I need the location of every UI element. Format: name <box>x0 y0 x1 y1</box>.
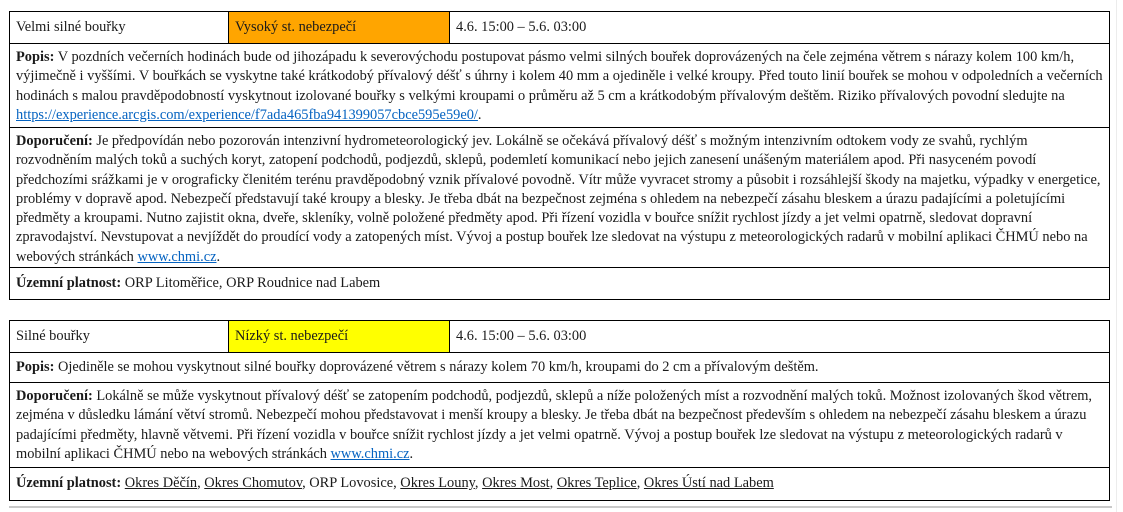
recommendation-text: Lokálně se může vyskytnout přívalový déšť se zatopením podchodů, podjezdů, sklepů a níže položených míst a rozvodnění malých toků. Možnost izolovaných škod větrem, zejména v důsledku lámání větví stromů. Nebezpečí mohou představovat i menší kroupy a blesky. Je třeba dbát na bezpečnost především s ohledem na nebezpečí zásahu bleskem a úrazu padajícími předměty, hlavně větvemi. Při řízení vozidla v bouřce snížit rychlost jízdy a jet velmi opatrně. Vývoj a postup bouřek lze sledovat na výstupu z meteorologických radarů v mobilní aplikaci ČHMÚ nebo na webových stránkách <box>16 388 1093 462</box>
recommendation-end: . <box>216 248 221 265</box>
phenomenon-cell: Velmi silné bouřky <box>10 12 229 43</box>
area-link-okres-chomutov[interactable]: Okres Chomutov <box>204 475 303 491</box>
area-link-okres-usti-nad-labem[interactable]: Okres Ústí nad Labem <box>643 475 774 491</box>
danger-level-cell: Nízký st. nebezpečí <box>229 321 450 352</box>
warning-table-silne-bourky <box>9 320 1110 501</box>
separator: , <box>636 475 644 491</box>
description-row <box>10 44 1109 128</box>
warning-table-velmi-silne-bourky <box>9 11 1110 300</box>
area-link-okres-most[interactable]: Okres Most <box>482 475 550 491</box>
description-end: . <box>477 106 482 123</box>
recommendation-label: Doporučení: <box>16 388 93 404</box>
area-link-okres-teplice[interactable]: Okres Teplice <box>556 475 637 491</box>
recommendation-end: . <box>409 445 414 462</box>
recommendation-label: Doporučení: <box>16 133 93 149</box>
description-text: Ojediněle se mohou vyskytnout silné bouřky doprovázené větrem s nárazy kolem 70 km/h, kroupami do 2 cm a přívalovým deštěm. <box>54 359 819 375</box>
warning-header-row <box>10 12 1109 44</box>
recommendation-row <box>10 128 1109 268</box>
bottom-divider <box>9 506 1112 508</box>
validity-period-cell: 4.6. 15:00 – 5.6. 03:00 <box>456 328 587 344</box>
territorial-validity-label: Územní platnost: <box>16 475 122 491</box>
separator: , <box>474 475 483 491</box>
description-row <box>10 353 1109 383</box>
recommendation-text: Je předpovídán nebo pozorován intenzivní hydrometeorologický jev. Lokálně se očekává přívalový déšť s možným intenzivním odtokem vody ze svahů, rychlým rozvodněním malých toků a suchých koryt, zatopení podchodů, podjezdů, sklepů, podemletí komunikací nebo jejich zanesení unášeným materiálem apod. Při nasyceném povodí předchozími srážkami je v orograficky členitém terénu pravděpodobný vznik přívalové povodně. Vítr může vyvracet stromy a působit i rozsáhlejší škody na majetku, výpadky v energetice, problémy v dopravě apod. Nebezpečí představují také kroupy a blesky. Je třeba dbát na bezpečnost zejména s ohledem na nebezpečí zásahu bleskem a úrazu padajícími a poletujícími předměty a kroupami. Nutno zajistit okna, dveře, skleníky, volně položené předměty apod. Při řízení vozidla v bouřce snížit rychlost jízdy a jet velmi opatrně, sledovat dopravní zpravodajství. Nevstupovat a nevjíždět do proudící vody a zatopených míst. Vývoj a postup bouřek lze sledovat na výstupu z meteorologických radarů v mobilní aplikaci ČHMÚ nebo na webových stránkách <box>16 133 1101 265</box>
chmi-website-link[interactable]: www.chmi.cz <box>330 445 410 462</box>
chmi-website-link[interactable]: www.chmi.cz <box>137 248 217 265</box>
separator: , <box>549 475 557 491</box>
separator: , <box>302 475 310 491</box>
territorial-validity-label: Územní platnost: <box>16 275 122 291</box>
territorial-validity-row <box>10 268 1109 299</box>
area-orp-lovosice: ORP Lovosice <box>309 475 394 491</box>
territorial-validity-text: ORP Litoměřice, ORP Roudnice nad Labem <box>121 275 381 291</box>
arcgis-flood-link[interactable]: https://experience.arcgis.com/experience/f7ada465fba941399057cbce595e59e0/ <box>16 106 478 123</box>
danger-level-cell: Vysoký st. nebezpečí <box>229 12 450 43</box>
separator: , <box>197 475 205 491</box>
description-label: Popis: <box>16 49 55 65</box>
area-link-okres-decin[interactable]: Okres Děčín <box>124 475 198 491</box>
phenomenon-cell: Silné bouřky <box>10 321 229 352</box>
validity-period-cell: 4.6. 15:00 – 5.6. 03:00 <box>456 19 587 35</box>
recommendation-row <box>10 383 1109 468</box>
description-label: Popis: <box>16 359 55 375</box>
area-link-okres-louny[interactable]: Okres Louny <box>400 475 475 491</box>
right-edge-divider <box>1116 0 1117 512</box>
separator: , <box>393 475 401 491</box>
warning-header-row <box>10 321 1109 353</box>
description-text: V pozdních večerních hodinách bude od jihozápadu k severovýchodu postupovat pásmo velmi silných bouřek doprovázených na čele zejména větrem s nárazy kolem 100 km/h, výjimečně i vyššími. V bouřkách se vyskytne také krátkodobý přívalový déšť s úhrny i kolem 40 mm a ojediněle i velké kroupy. Před touto linií bouřek se mohou v odpoledních a večerních hodinách s malou pravděpodobností vyskytnout izolované bouřky s velkými kroupami o průměru až 5 cm a krátkodobým přívalovým deštěm. Riziko přívalových povodní sledujte na <box>16 49 1103 104</box>
territorial-validity-row <box>10 468 1109 500</box>
